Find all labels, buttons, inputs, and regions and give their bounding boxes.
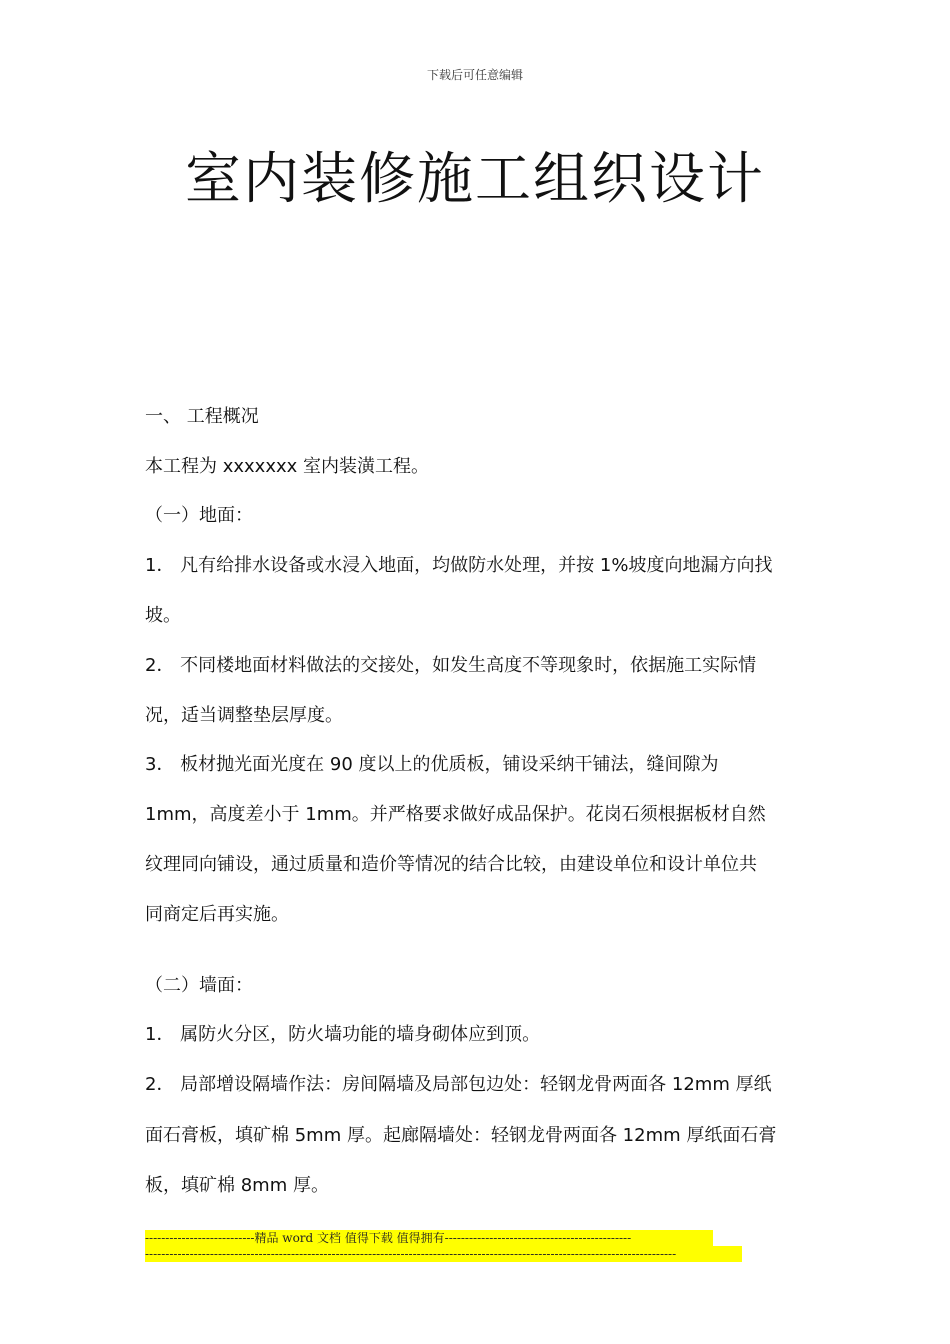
- body-line: 1mm，高度差小于 1mm。并严格要求做好成品保护。花岗石须根据板材自然: [145, 804, 766, 825]
- document-title: 室内装修施工组织设计: [185, 147, 765, 212]
- body-line: 况，适当调整垫层厚度。: [145, 705, 343, 726]
- body-line: 板，填矿棉 8mm 厚。: [145, 1175, 329, 1196]
- body-line: 纹理同向铺设，通过质量和造价等情况的结合比较，由建设单位和设计单位共: [145, 854, 757, 875]
- subsection-heading-floor: （一）地面：: [145, 505, 253, 526]
- footer-divider: -----------------------------------------------------------------------------------------------------------------------------------: [145, 1246, 742, 1262]
- body-line: 面石膏板，填矿棉 5mm 厚。起廊隔墙处：轻钢龙骨两面各 12mm 厚纸面石膏: [145, 1125, 777, 1146]
- body-line: 3． 板材抛光面光度在 90 度以上的优质板，铺设采纳干铺法，缝间隙为: [145, 754, 719, 775]
- footer-banner: ---------------------------精品 word 文档 值得下载 值得拥有----------------------------------------------: [145, 1230, 713, 1246]
- body-line: 1． 属防火分区，防火墙功能的墙身砌体应到顶。: [145, 1024, 541, 1045]
- body-line: 坡。: [145, 605, 181, 626]
- body-line: 同商定后再实施。: [145, 904, 289, 925]
- section-heading-overview: 一、 工程概况: [145, 406, 259, 427]
- body-line: 本工程为 xxxxxxx 室内装潢工程。: [145, 456, 430, 477]
- header-note: 下载后可任意编辑: [426, 68, 523, 82]
- body-line: 1． 凡有给排水设备或水浸入地面，均做防水处理，并按 1%坡度向地漏方向找: [145, 555, 773, 576]
- body-line: 2． 不同楼地面材料做法的交接处，如发生高度不等现象时，依据施工实际情: [145, 655, 757, 676]
- subsection-heading-wall: （二）墙面：: [145, 975, 253, 996]
- body-line: 2． 局部增设隔墙作法：房间隔墙及局部包边处：轻钢龙骨两面各 12mm 厚纸: [145, 1074, 772, 1095]
